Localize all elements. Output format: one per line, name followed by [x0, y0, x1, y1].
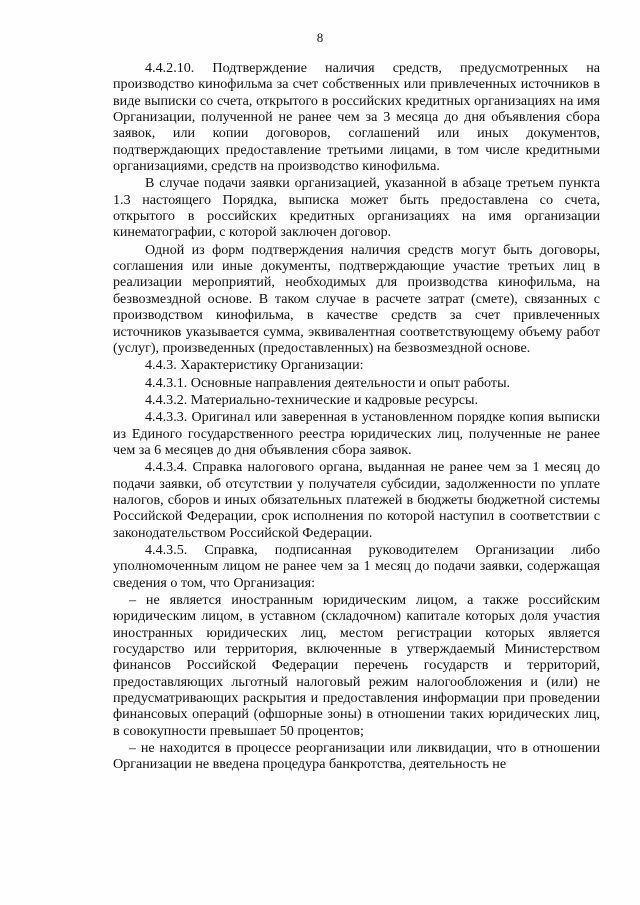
paragraph-4-4-3-1: 4.4.3.1. Основные направления деятельности и опыт работы.: [145, 374, 511, 391]
paragraph-funds-confirmation-forms: Одной из форм подтверждения наличия средств могут быть договоры, соглашения или иные документы, подтверждающие участие третьих лиц в реализации мероприятий, необходимых для производства кинофильма, на безвозмездной основе. В таком случае в расчете затрат (смете), связанных с производством кинофильма, в качестве средств за счет привлеченных источников указывается сумма, эквивалентная соответствующему объему работ (услуг), произведенных (предоставленных) на безвозмездной основе.: [113, 241, 600, 356]
paragraph-4-4-3-2: 4.4.3.2. Материально-технические и кадровые ресурсы.: [145, 391, 479, 408]
paragraph-4-4-3-4: 4.4.3.4. Справка налогового органа, выданная не ранее чем за 1 месяц до подачи заявки, об отсутствии у получателя субсидии, задолженности по уплате налогов, сборов и иных обязательных платежей в бюджеты бюджетной системы Российской Федерации, срок исполнения по которой наступил в соответствии с законодательством Российской Федерации.: [113, 459, 600, 541]
document-body: [113, 60, 600, 774]
page-number: 8: [316, 30, 324, 45]
paragraph-4-4-3-5: 4.4.3.5. Справка, подписанная руководителем Организации либо уполномоченным лицом не ранее чем за 1 месяц до подачи заявки, содержащая сведения о том, что Организация:: [113, 541, 600, 591]
paragraph-4-4-3: 4.4.3. Характеристику Организации:: [145, 357, 364, 374]
list-item-not-foreign-entity: – не является иностранным юридическим лицом, а также российским юридическим лицом, в уставном (складочном) капитале которых доля участия иностранных юридических лиц, местом регистрации которых является государство или территория, включенные в утверждаемый Министерством финансов Российской Федерации перечень государств и территорий, предоставляющих льготный налоговый режим налогообложения и (или) не предусматривающих раскрытия и предоставления информации при проведении финансовых операций (офшорные зоны) в отношении таких юридических лиц, в совокупности превышает 50 процентов;: [113, 592, 600, 739]
list-item-not-reorganization: – не находится в процессе реорганизации или ликвидации, что в отношении Организации не введена процедура банкротства, деятельность не: [113, 740, 600, 773]
paragraph-4-4-2-10: 4.4.2.10. Подтверждение наличия средств, предусмотренных на производство кинофильма за счет собственных или привлеченных источников в виде выписки со счета, открытого в российских кредитных организациях на имя Организации, полученной не ранее чем за 3 месяца до дня объявления сбора заявок, или копии договоров, соглашений или иных документов, подтверждающих предоставление третьими лицами, в том числе кредитными организациями, средств на производство кинофильма.: [113, 60, 600, 175]
paragraph-application-organization-statement: В случае подачи заявки организацией, указанной в абзаце третьем пункта 1.3 настоящего Порядка, выписка может быть предоставлена со счета, открытого в российских кредитных организациях на имя организации кинематографии, с которой заключен договор.: [113, 175, 600, 241]
paragraph-4-4-3-3: 4.4.3.3. Оригинал или заверенная в установленном порядке копия выписки из Единого государственного реестра юридических лиц, полученные не ранее чем за 6 месяцев до дня объявления сбора заявок.: [113, 409, 600, 458]
